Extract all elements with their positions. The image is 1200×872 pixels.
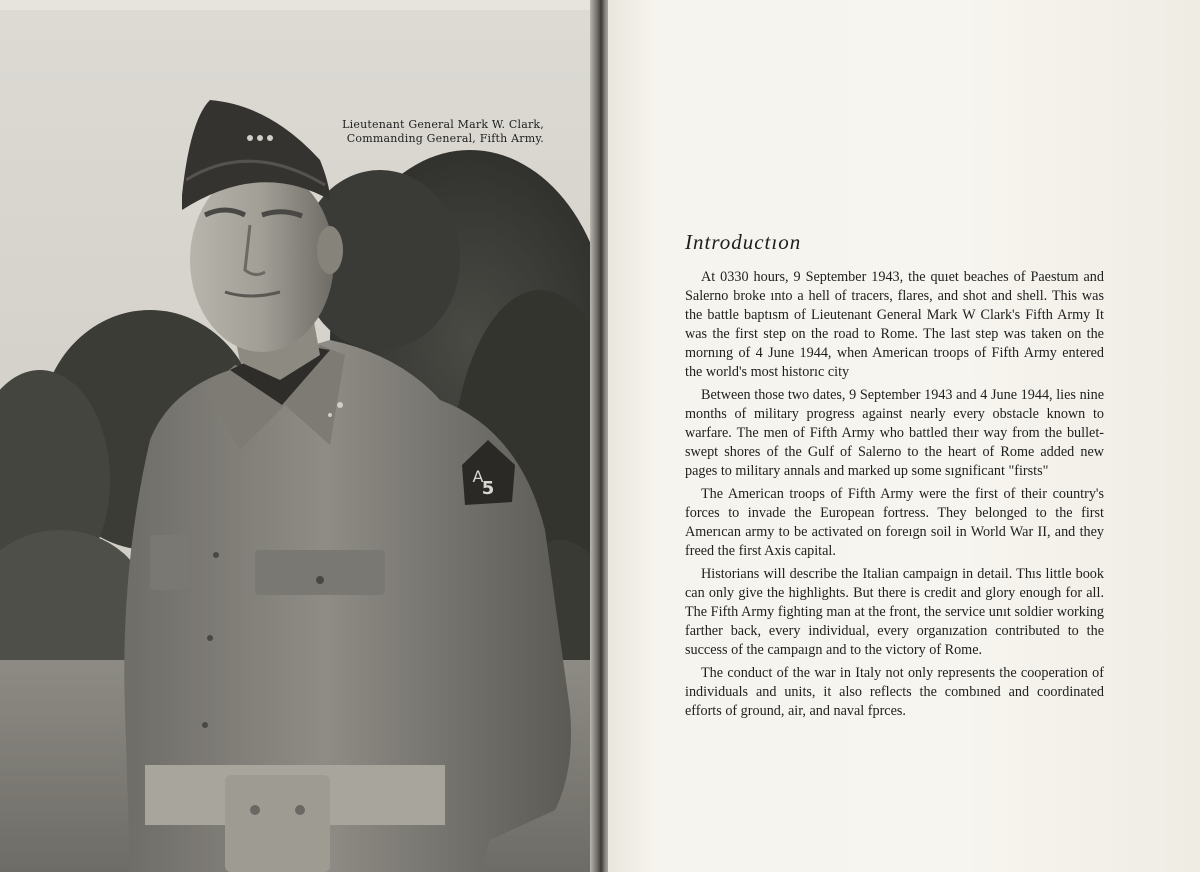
paragraph-4: Historians will describe the Italian campaign in detail. Thıs little book can only give the highlights. But there is credit and glory enough for all. The Fifth Army fighting man at the front, the service unıt soldier working farther back, every individual, every organızation contributed to the success of the campaıgn and to the victory of Rome. <box>685 566 1104 658</box>
introduction-heading: Introductıon <box>685 230 802 254</box>
introduction-body <box>685 268 1104 725</box>
left-page <box>0 0 598 872</box>
paragraph-2: Between those two dates, 9 September 1943 and 4 June 1944, lies nine months of military progress against nearly every obstacle known to warfare. The men of Fifth Army who battled theır way from the bullet-swept shores of the Gulf of Salerno to the heart of Rome added new pages to military annals and marked up some sıgnificant "firsts" <box>685 387 1104 479</box>
caption-line-1: Lieutenant General Mark W. Clark, <box>342 118 544 131</box>
paragraph-5: The conduct of the war in Italy not only represents the cooperation of individuals and units, it also reflects the combıned and coordinated efforts of ground, air, and naval fprces. <box>685 665 1104 719</box>
photo-caption <box>300 118 544 146</box>
paragraph-3: The American troops of Fifth Army were the first of their country's forces to invade the European fortress. They belonged to the first Amerıcan army to be activated on foreıgn soil in World War II, and they freed the first Axis capital. <box>685 486 1104 559</box>
caption-line-2: Commanding General, Fifth Army. <box>346 132 544 145</box>
paragraph-1: At 0330 hours, 9 September 1943, the quıet beaches of Paestum and Salerno broke ınto a hell of tracers, flares, and shot and shell. This was the battle baptısm of Lieutenant General Mark W Clark's Fifth Army It was the first step on the road to Rome. The last step was taken on the mornıng of 4 June 1944, when American troops of Fifth Army entered the world's most historıc city <box>685 269 1104 380</box>
army-patch-letter: A <box>472 467 484 486</box>
right-page <box>608 0 1200 872</box>
army-patch-number: 5 <box>481 478 495 499</box>
